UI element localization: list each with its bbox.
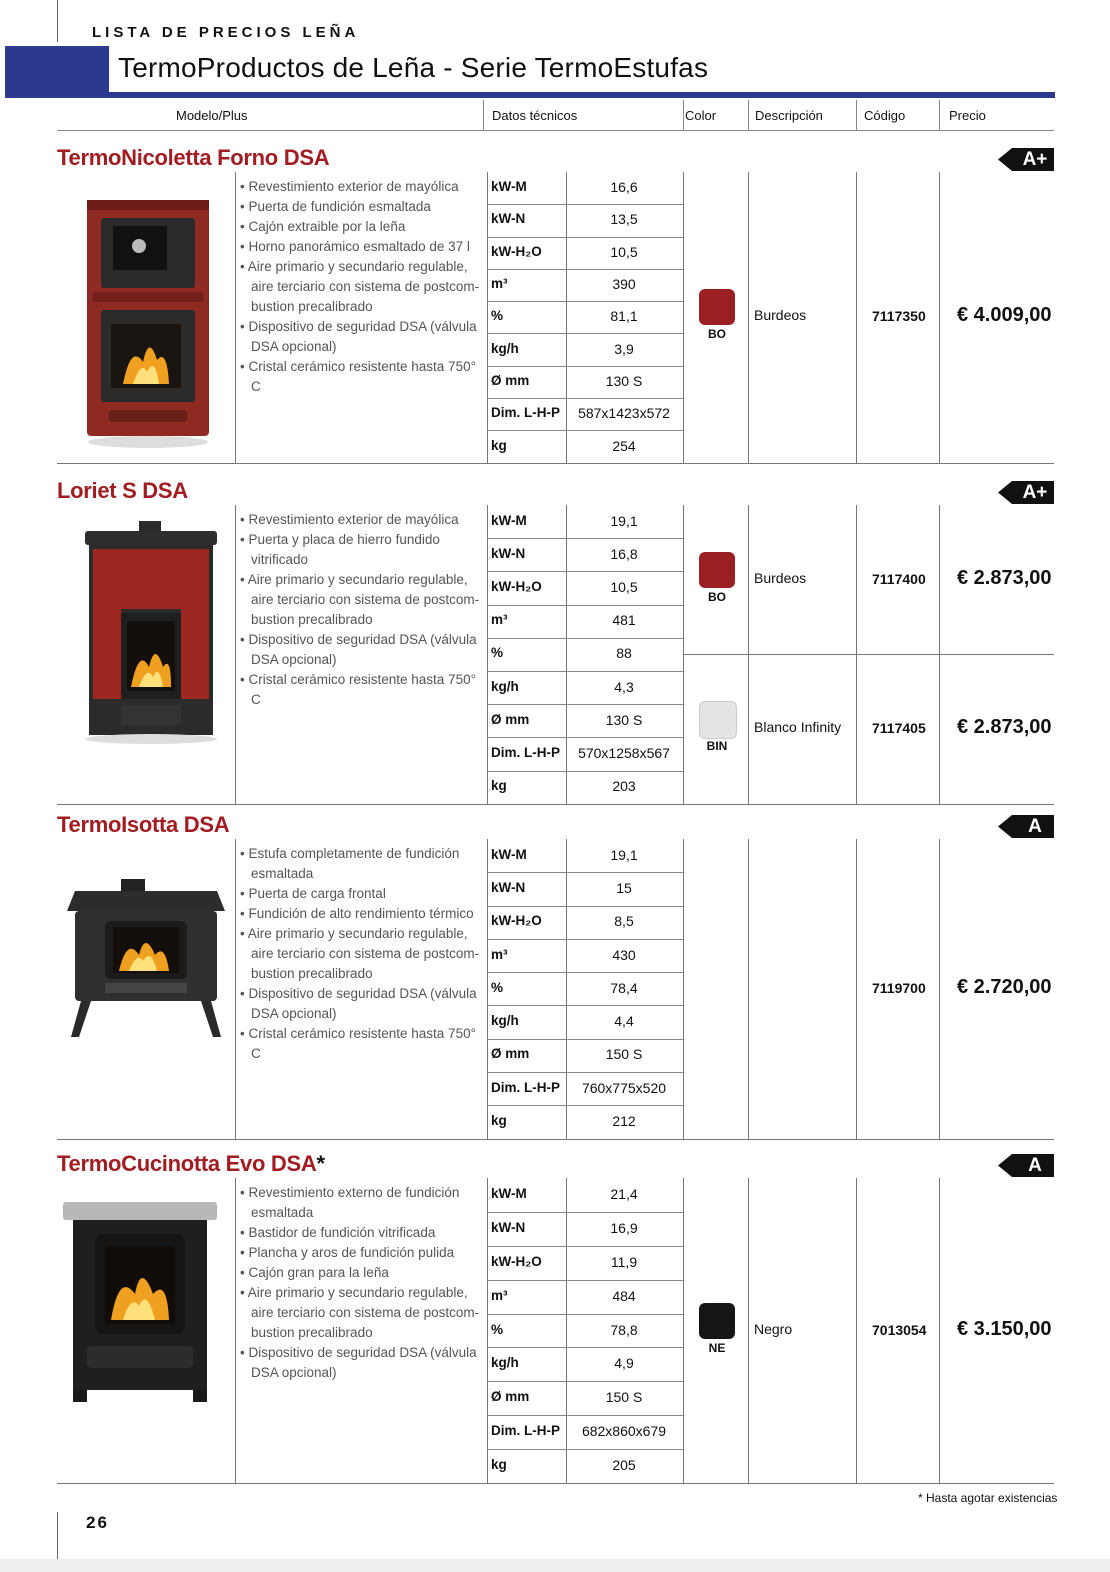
spec-row [487, 737, 683, 771]
spec-value: 150 S [605, 1389, 643, 1406]
product-code: 7119700 [872, 979, 926, 996]
product-price: € 2.873,00 [957, 566, 1052, 589]
spec-value: 3,9 [614, 340, 634, 357]
table-vline [748, 1178, 749, 1483]
feature-item: • Dispositivo de seguridad DSA (válvula DSA opcional) [240, 317, 485, 357]
color-code: BO [708, 327, 726, 342]
feature-list [240, 510, 485, 710]
spec-value: 21,4 [610, 1185, 638, 1202]
table-vline [683, 172, 684, 463]
feature-item: • Cristal cerámico resistente hasta 750° C [240, 670, 485, 710]
spec-row [487, 1212, 683, 1247]
spec-key: kW-H₂O [491, 913, 542, 929]
spec-key: m³ [491, 276, 508, 292]
spec-value: 8,5 [614, 913, 634, 930]
product-name [57, 1151, 325, 1177]
spec-key: % [491, 979, 504, 995]
spec-value: 10,5 [610, 578, 638, 595]
feature-item: • Aire primario y secundario regulable, aire terciario con sistema de postcom-bustion precalibrado [240, 1283, 485, 1343]
column-header-descripcion: Descripción [755, 108, 823, 123]
spec-value: 682x860x679 [581, 1423, 667, 1440]
spec-row [487, 939, 683, 973]
spec-value: 254 [612, 437, 636, 454]
spec-row [487, 704, 683, 738]
column-separator [683, 100, 684, 130]
spec-key: % [491, 645, 504, 661]
spec-key: kW-N [491, 1219, 526, 1235]
column-separator [483, 100, 484, 130]
product-image [57, 851, 235, 1046]
energy-class-badge [998, 815, 1054, 838]
spec-row [487, 1246, 683, 1281]
energy-class-label: A+ [1022, 149, 1048, 170]
product-image [57, 517, 235, 752]
product-name-text: TermoNicoletta Forno DSA [57, 145, 330, 170]
spec-row [487, 172, 683, 205]
section-rule [57, 463, 1054, 464]
table-vline [748, 172, 749, 463]
table-vline [235, 172, 236, 463]
spec-row [487, 1072, 683, 1106]
spec-row [487, 1178, 683, 1213]
energy-class-label: A [1028, 816, 1042, 837]
spec-row [487, 972, 683, 1006]
feature-item: • Revestimiento exterior de mayólica [240, 510, 485, 530]
feature-item: • Cristal cerámico resistente hasta 750° C [240, 357, 485, 397]
product-name [57, 145, 329, 171]
spec-value: 130 S [605, 711, 643, 728]
energy-class-badge [998, 1154, 1054, 1177]
spec-key: Ø mm [491, 1046, 530, 1062]
spec-key: kW-M [491, 846, 527, 862]
spec-key: kg [491, 778, 507, 794]
spec-value: 390 [612, 276, 636, 293]
spec-row [487, 638, 683, 672]
footnote: * Hasta agotar existencias [918, 1491, 1058, 1505]
spec-row [487, 1381, 683, 1416]
spec-key: kW-M [491, 512, 527, 528]
feature-list [240, 1183, 485, 1383]
product-code: 7117350 [872, 308, 926, 325]
spec-key: m³ [491, 946, 508, 962]
variant-description: Burdeos [754, 569, 807, 586]
spec-value: 88 [616, 645, 632, 662]
spec-value: 78,8 [610, 1321, 638, 1338]
spec-value: 430 [612, 946, 636, 963]
product-price: € 2.720,00 [957, 975, 1052, 998]
spec-row [487, 269, 683, 302]
spec-row [487, 1314, 683, 1349]
spec-row [487, 571, 683, 605]
spec-row [487, 366, 683, 399]
energy-class-label: A+ [1022, 482, 1048, 503]
color-swatch [699, 701, 737, 739]
spec-value: 10,5 [610, 243, 638, 260]
feature-item: • Puerta y placa de hierro fundido vitrificado [240, 530, 485, 570]
product-name [57, 812, 229, 838]
spec-row [487, 839, 683, 873]
column-separator [748, 100, 749, 130]
product-price: € 4.009,00 [957, 304, 1052, 327]
spec-value: 13,5 [610, 211, 638, 228]
spec-key: Dim. L-H-P [491, 405, 560, 421]
spec-key: kW-H₂O [491, 578, 542, 594]
spec-value: 4,3 [614, 678, 634, 695]
spec-row [487, 906, 683, 940]
spec-key: Ø mm [491, 1389, 530, 1405]
spec-key: kW-N [491, 879, 526, 895]
feature-item: • Aire primario y secundario regulable, aire terciario con sistema de postcom-bustion precalibrado [240, 570, 485, 630]
feature-item: • Bastidor de fundición vitrificada [240, 1223, 485, 1243]
column-separator [939, 100, 940, 130]
spec-row [487, 771, 683, 804]
feature-item: • Aire primario y secundario regulable, aire terciario con sistema de postcom-bustion precalibrado [240, 257, 485, 317]
table-vline [235, 505, 236, 804]
feature-item: • Estufa completamente de fundición esmaltada [240, 844, 485, 884]
page-bottom-strip [0, 1559, 1110, 1572]
feature-item: • Cajón extraible por la leña [240, 217, 485, 237]
feature-item: • Puerta de carga frontal [240, 884, 485, 904]
spec-key: kW-N [491, 211, 526, 227]
spec-key: % [491, 1321, 504, 1337]
spec-value: 19,1 [610, 512, 638, 529]
column-header-color: Color [685, 108, 717, 123]
product-name-asterisk: * [316, 1151, 325, 1176]
section-rule [57, 804, 1054, 805]
spec-row [487, 1006, 683, 1040]
feature-item: • Cajón gran para la leña [240, 1263, 485, 1283]
table-vline [939, 839, 940, 1139]
title-underline [5, 92, 1055, 98]
page-number: 26 [86, 1513, 109, 1532]
variant-description: Burdeos [754, 307, 807, 324]
spec-value: 203 [612, 778, 636, 795]
column-header-codigo: Código [864, 108, 906, 123]
spec-value: 481 [612, 612, 636, 629]
product-name [57, 478, 188, 504]
spec-key: kW-H₂O [491, 243, 542, 259]
spec-key: m³ [491, 612, 508, 628]
table-vline [856, 839, 857, 1139]
table-vline [856, 1178, 857, 1483]
spec-key: kg/h [491, 1013, 519, 1029]
feature-item: • Revestimiento externo de fundición esmaltada [240, 1183, 485, 1223]
spec-row [487, 505, 683, 539]
feature-item: • Dispositivo de seguridad DSA (válvula DSA opcional) [240, 1343, 485, 1383]
color-code: BIN [706, 739, 728, 754]
product-code: 7117400 [872, 570, 926, 587]
header-rule [57, 130, 1054, 131]
page-title: TermoProductos de Leña - Serie TermoEstufas [118, 52, 709, 83]
spec-value: 11,9 [610, 1253, 638, 1270]
spec-value: 150 S [605, 1046, 643, 1063]
variant-rule [683, 654, 1054, 655]
color-code: NE [708, 1340, 726, 1355]
spec-value: 16,6 [610, 179, 638, 196]
product-code: 7013054 [872, 1321, 927, 1338]
spec-row [487, 430, 683, 462]
spec-key: kg [491, 437, 507, 453]
spec-key: kg [491, 1113, 507, 1129]
spec-value: 570x1258x567 [578, 744, 670, 761]
table-vline [683, 1178, 684, 1483]
column-header-modelo: Modelo/Plus [176, 108, 248, 123]
table-vline [748, 839, 749, 1139]
spec-key: kW-M [491, 1185, 527, 1201]
feature-list [240, 177, 485, 397]
color-swatch [699, 289, 735, 325]
spec-row [487, 872, 683, 906]
color-swatch [699, 1303, 735, 1339]
column-header-datos: Datos técnicos [492, 108, 578, 123]
feature-item: • Aire primario y secundario regulable, aire terciario con sistema de postcom-bustion precalibrado [240, 924, 485, 984]
pre-title: LISTA DE PRECIOS LEÑA [92, 24, 360, 41]
table-vline [235, 1178, 236, 1483]
product-price: € 3.150,00 [957, 1317, 1052, 1340]
spec-key: Dim. L-H-P [491, 1079, 560, 1095]
spec-value: 4,9 [614, 1355, 634, 1372]
variant-description: Negro [754, 1320, 793, 1337]
spec-key: kg/h [491, 678, 519, 694]
spec-value: 81,1 [610, 308, 638, 325]
product-name-text: Loriet S DSA [57, 478, 188, 503]
spec-row [487, 204, 683, 237]
feature-item: • Cristal cerámico resistente hasta 750° C [240, 1024, 485, 1064]
spec-value: 130 S [605, 372, 643, 389]
spec-value: 19,1 [610, 846, 638, 863]
spec-key: m³ [491, 1287, 508, 1303]
variant-description: Blanco Infinity [754, 719, 842, 736]
product-image [57, 1190, 235, 1410]
feature-list [240, 844, 485, 1064]
spec-key: kg/h [491, 1355, 519, 1371]
spec-value: 78,4 [610, 979, 638, 996]
section-rule [57, 1483, 1054, 1484]
feature-item: • Puerta de fundición esmaltada [240, 197, 485, 217]
page-margin-line-top [57, 0, 58, 42]
spec-key: kg [491, 1457, 507, 1473]
spec-key: kW-M [491, 179, 527, 195]
spec-key: % [491, 308, 504, 324]
product-image [57, 184, 235, 459]
spec-key: kW-H₂O [491, 1253, 542, 1269]
feature-item: • Horno panorámico esmaltado de 37 l [240, 237, 485, 257]
spec-row [487, 671, 683, 705]
energy-class-badge [998, 148, 1054, 171]
product-name-text: TermoIsotta DSA [57, 812, 230, 837]
spec-row [487, 1105, 683, 1138]
spec-row [487, 301, 683, 334]
product-price: € 2.873,00 [957, 716, 1052, 739]
spec-row [487, 1348, 683, 1383]
feature-item: • Fundición de alto rendimiento térmico [240, 904, 485, 924]
product-code: 7117405 [872, 720, 926, 737]
title-accent-bar [5, 46, 109, 98]
table-vline [235, 839, 236, 1139]
column-separator [856, 100, 857, 130]
spec-key: Ø mm [491, 372, 530, 388]
spec-value: 760x775x520 [581, 1079, 667, 1096]
spec-value: 587x1423x572 [578, 405, 670, 422]
spec-key: Ø mm [491, 711, 530, 727]
spec-value: 205 [612, 1457, 636, 1474]
feature-item: • Dispositivo de seguridad DSA (válvula DSA opcional) [240, 984, 485, 1024]
table-vline [856, 172, 857, 463]
spec-row [487, 1039, 683, 1073]
spec-row [487, 538, 683, 572]
spec-value: 16,9 [610, 1219, 638, 1236]
feature-item: • Dispositivo de seguridad DSA (válvula DSA opcional) [240, 630, 485, 670]
table-vline [939, 1178, 940, 1483]
spec-row [487, 1449, 683, 1483]
spec-value: 4,4 [614, 1013, 634, 1030]
spec-row [487, 1280, 683, 1315]
column-header-precio: Precio [949, 108, 986, 123]
spec-row [487, 605, 683, 639]
spec-value: 484 [612, 1287, 636, 1304]
spec-row [487, 1415, 683, 1450]
table-vline [939, 172, 940, 463]
page-margin-line-bottom [57, 1512, 58, 1560]
spec-row [487, 237, 683, 270]
spec-key: Dim. L-H-P [491, 1423, 560, 1439]
feature-item: • Revestimiento exterior de mayólica [240, 177, 485, 197]
energy-class-label: A [1028, 1155, 1042, 1176]
spec-key: kg/h [491, 340, 519, 356]
color-code: BO [708, 589, 726, 604]
section-rule [57, 1139, 1054, 1140]
color-swatch [699, 552, 735, 588]
spec-row [487, 334, 683, 367]
spec-key: kW-N [491, 545, 526, 561]
spec-value: 16,8 [610, 545, 638, 562]
spec-key: Dim. L-H-P [491, 744, 560, 760]
spec-value: 212 [612, 1113, 636, 1130]
spec-value: 15 [616, 879, 632, 896]
table-vline [683, 839, 684, 1139]
feature-item: • Plancha y aros de fundición pulida [240, 1243, 485, 1263]
spec-row [487, 398, 683, 431]
energy-class-badge [998, 481, 1054, 504]
product-name-text: TermoCucinotta Evo DSA [57, 1151, 317, 1176]
